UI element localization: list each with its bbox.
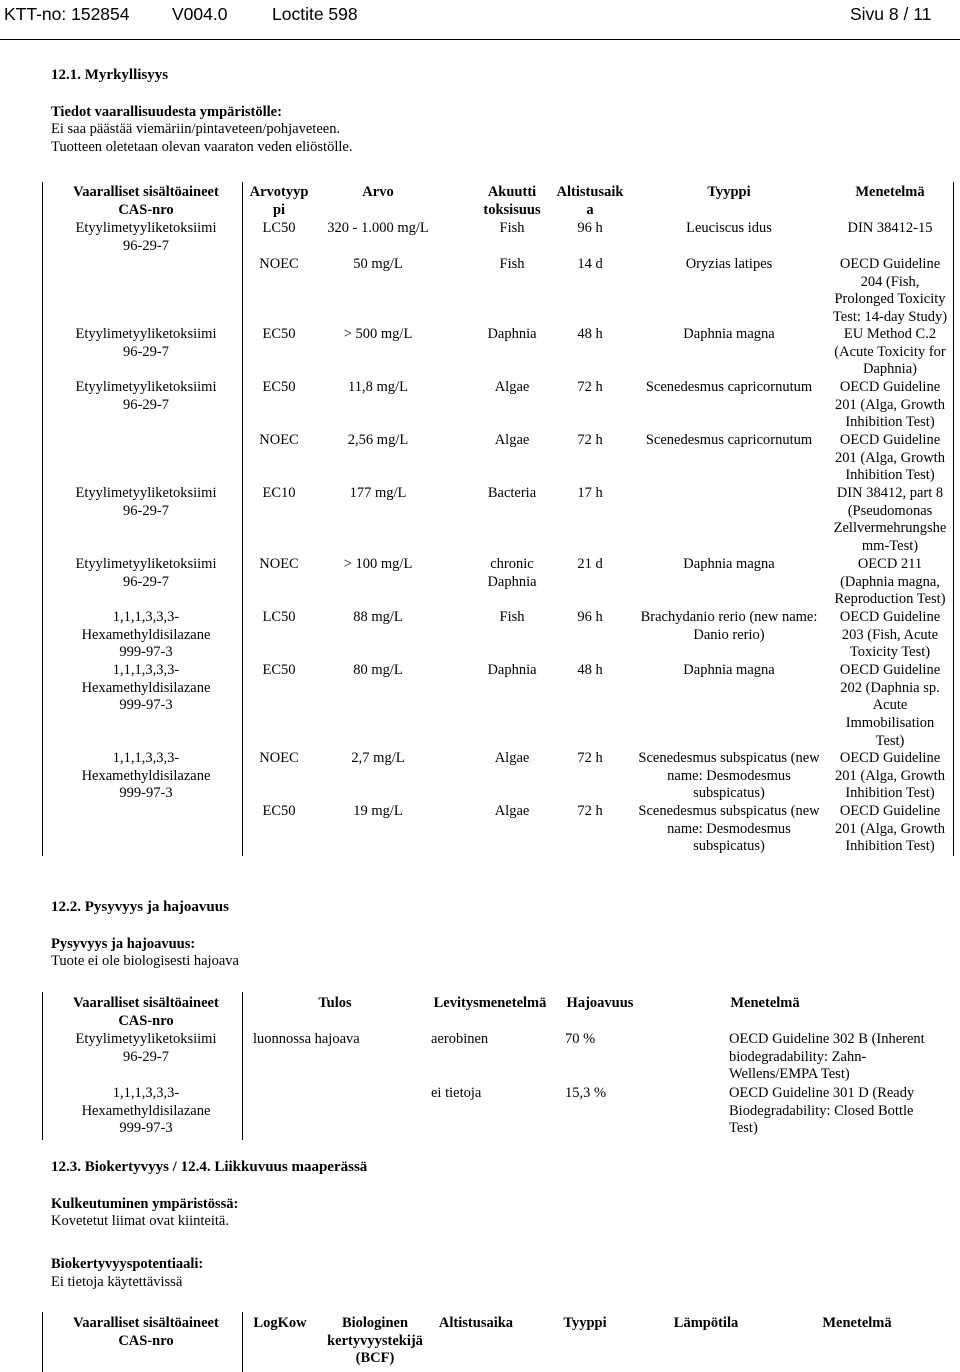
bio-header-substance-line: CAS-nro <box>118 1332 174 1349</box>
tox-method-line: OECD 211 <box>857 556 923 572</box>
deg-header-degradation <box>567 995 634 1013</box>
tox-method <box>835 803 945 856</box>
tox-substance-line: 999-97-3 <box>119 697 173 714</box>
tox-value-type-line: EC10 <box>262 485 296 501</box>
tox-value-type <box>262 609 295 627</box>
tox-species-line: Scenedesmus capricornutum <box>645 432 813 448</box>
tox-value-type-line: NOEC <box>259 556 299 572</box>
deg-degradation <box>565 1085 606 1103</box>
section-12-3-title: 12.3. Biokertyvyys / 12.4. Liikkuvuus maaperässä <box>51 1159 368 1175</box>
deg-header-substance-line: CAS-nro <box>118 1012 174 1029</box>
tox-value <box>348 379 408 397</box>
tox-header-substance <box>73 184 219 219</box>
tox-value-type <box>262 220 295 238</box>
tox-value-line: 320 - 1.000 mg/L <box>327 220 429 236</box>
tox-method <box>840 662 940 751</box>
deg-method-line: OECD Guideline 302 B (Inherent <box>729 1031 925 1047</box>
tox-species-line: Oryzias latipes <box>685 256 773 272</box>
bio-header-substance <box>73 1315 219 1350</box>
deg-method-line: Test) <box>729 1120 758 1137</box>
tox-exposure-line: 48 h <box>577 662 603 678</box>
tox-species <box>683 662 774 680</box>
deg-substance <box>76 1031 217 1066</box>
bio-header-method <box>822 1315 891 1333</box>
tox-value-type <box>262 326 295 344</box>
deg-method-line: Biodegradability: Closed Bottle <box>729 1102 914 1119</box>
tox-value-type-line: EC50 <box>262 326 296 342</box>
tox-exposure-line: 72 h <box>577 803 603 819</box>
tox-value <box>353 609 403 627</box>
tox-header-substance-line: Vaaralliset sisältöaineet <box>73 184 219 200</box>
tox-exposure <box>577 379 602 397</box>
tox-species-line: Danio rerio) <box>693 626 765 643</box>
tox-method <box>834 326 945 379</box>
persistence-line: Tuote ei ole biologisesti hajoava <box>51 953 239 969</box>
tox-substance-line: Etyylimetyyliketoksiimi <box>75 485 217 501</box>
deg-method-line: OECD Guideline 301 D (Ready <box>729 1085 915 1101</box>
table-border <box>42 992 43 1140</box>
tox-substance-line: 96-29-7 <box>123 396 169 413</box>
tox-exposure-line: 72 h <box>577 750 603 766</box>
tox-acute-line: chronic <box>490 556 534 572</box>
tox-substance <box>76 220 217 255</box>
tox-substance <box>76 379 217 414</box>
tox-value-line: 2,56 mg/L <box>347 432 409 448</box>
tox-exposure-line: 14 d <box>577 256 603 272</box>
tox-substance-line: Hexamethyldisilazane <box>81 679 211 696</box>
kkt-number: KTT-no: 152854 <box>4 4 130 24</box>
tox-value <box>353 256 403 274</box>
tox-value-line: > 100 mg/L <box>343 556 413 572</box>
deg-degradation-line: 70 % <box>565 1031 596 1047</box>
transport-subtitle: Kulkeutuminen ympäristössä: <box>51 1196 239 1212</box>
tox-value-type-line: LC50 <box>262 609 296 625</box>
table-border <box>242 1312 243 1372</box>
tox-species <box>686 256 773 274</box>
tox-substance <box>82 609 211 662</box>
deg-substance <box>82 1085 211 1138</box>
bioaccumulation-line: Ei tietoja käytettävissä <box>51 1274 183 1290</box>
tox-substance-line: Hexamethyldisilazane <box>81 767 211 784</box>
tox-method-line: Inhibition Test) <box>845 785 935 802</box>
tox-method-line: OECD Guideline <box>839 662 941 678</box>
tox-method-line: Test) <box>875 732 905 749</box>
tox-header-acute <box>483 184 540 219</box>
tox-method-line: Inhibition Test) <box>845 467 935 484</box>
tox-species-line: subspicatus) <box>693 838 765 855</box>
tox-exposure <box>577 803 602 821</box>
tox-method-line: OECD Guideline <box>839 432 941 448</box>
ecotox-subtitle: Tiedot vaarallisuudesta ympäristölle: <box>51 104 282 120</box>
tox-method-line: OECD Guideline <box>839 256 941 272</box>
tox-substance-line: 96-29-7 <box>123 573 169 590</box>
tox-acute-line: Daphnia <box>487 573 537 590</box>
tox-value-line: 11,8 mg/L <box>348 379 408 395</box>
tox-acute-line: Algae <box>494 750 530 766</box>
tox-exposure-line: 72 h <box>577 379 603 395</box>
bio-header-bcf-line: (BCF) <box>355 1350 395 1367</box>
tox-acute <box>495 750 530 768</box>
deg-method <box>729 1085 914 1138</box>
tox-method-line: 204 (Fish, <box>860 273 920 290</box>
tox-method-line: Immobilisation <box>845 715 935 732</box>
tox-exposure <box>577 485 602 503</box>
tox-header-species <box>707 184 750 202</box>
deg-degradation-line: 15,3 % <box>565 1085 607 1101</box>
tox-header-acute-line: Akuutti <box>487 184 537 200</box>
tox-method-line: (Daphnia magna, <box>840 573 940 590</box>
bio-header-method-line: Menetelmä <box>822 1315 892 1331</box>
bio-header-exposure <box>439 1315 513 1333</box>
tox-acute-line: Fish <box>499 609 525 625</box>
tox-header-value <box>362 184 393 202</box>
tox-acute-line: Algae <box>494 379 530 395</box>
deg-result-line: luonnossa hajoava <box>253 1031 360 1047</box>
tox-method <box>834 485 947 556</box>
tox-value-type <box>259 432 298 450</box>
tox-species <box>646 379 812 397</box>
tox-species-line: Daphnia magna <box>683 662 775 678</box>
tox-substance <box>82 662 211 715</box>
bio-header-species-line: Tyyppi <box>563 1315 607 1331</box>
tox-value-type <box>259 556 298 574</box>
bio-header-logkow <box>253 1315 306 1333</box>
tox-acute <box>487 326 536 344</box>
tox-method <box>833 256 947 327</box>
bio-header-species <box>563 1315 606 1333</box>
tox-substance-line: Hexamethyldisilazane <box>81 626 211 643</box>
tox-header-substance-line: CAS-nro <box>118 201 174 218</box>
tox-value <box>327 220 429 238</box>
deg-header-method-dist <box>434 995 547 1013</box>
tox-value-line: 2,7 mg/L <box>351 750 405 766</box>
deg-header-degradation-line: Hajoavuus <box>566 995 634 1011</box>
tox-acute <box>487 556 536 591</box>
tox-method-line: Inhibition Test) <box>845 414 935 431</box>
tox-substance-line: Etyylimetyyliketoksiimi <box>75 220 217 236</box>
tox-header-exposure-line: a <box>586 201 594 218</box>
tox-species-line: name: Desmodesmus <box>667 767 791 784</box>
deg-substance-line: 999-97-3 <box>119 1120 173 1137</box>
tox-header-value-type <box>250 184 309 219</box>
bioaccumulation-subtitle: Biokertyvyyspotentiaali: <box>51 1256 204 1272</box>
tox-method-line: Inhibition Test) <box>845 838 935 855</box>
tox-acute <box>488 485 536 503</box>
tox-species-line: Scenedesmus capricornutum <box>645 379 813 395</box>
tox-acute <box>500 220 525 238</box>
tox-method-line: OECD Guideline <box>839 803 941 819</box>
tox-substance-line: 999-97-3 <box>119 785 173 802</box>
tox-method-line: (Pseudomonas <box>847 502 933 519</box>
tox-value-line: 50 mg/L <box>353 256 403 272</box>
deg-method-dist <box>431 1031 488 1049</box>
page-number: Sivu 8 / 11 <box>850 4 932 24</box>
tox-method-line: 201 (Alga, Growth <box>835 396 945 413</box>
ecotox-line-1: Ei saa päästää viemäriin/pintaveteen/pohjaveteen. <box>51 121 341 137</box>
tox-exposure-line: 48 h <box>577 326 603 342</box>
tox-method <box>835 750 945 803</box>
tox-method <box>835 432 945 485</box>
tox-acute <box>495 803 530 821</box>
tox-substance-line: 1,1,1,3,3,3- <box>112 662 180 678</box>
tox-value <box>344 326 413 344</box>
tox-header-method <box>855 184 924 202</box>
tox-substance-line: Etyylimetyyliketoksiimi <box>75 556 217 572</box>
tox-species-line: Leuciscus idus <box>686 220 772 236</box>
deg-header-substance-line: Vaaralliset sisältöaineet <box>73 995 219 1011</box>
tox-header-value-type-line: Arvotyyp <box>249 184 309 200</box>
tox-species <box>683 326 774 344</box>
tox-header-method-line: Menetelmä <box>855 184 925 200</box>
tox-value-line: 177 mg/L <box>349 485 407 501</box>
tox-value-type <box>262 485 295 503</box>
tox-value-type <box>259 750 298 768</box>
deg-header-method <box>730 995 799 1013</box>
tox-method-line: (Acute Toxicity for <box>834 343 946 360</box>
tox-species <box>686 220 772 238</box>
tox-header-acute-line: toksisuus <box>483 201 541 218</box>
tox-value-type-line: LC50 <box>262 220 296 236</box>
deg-method-dist-line: aerobinen <box>431 1031 489 1047</box>
page-header <box>0 0 960 40</box>
bio-header-exposure-line: Altistusaika <box>438 1315 514 1331</box>
tox-value-type <box>262 803 295 821</box>
tox-acute <box>495 379 530 397</box>
tox-acute <box>495 432 530 450</box>
deg-substance-line: 96-29-7 <box>123 1048 169 1065</box>
tox-substance <box>82 750 211 803</box>
tox-exposure-line: 96 h <box>577 609 603 625</box>
table-border <box>242 182 243 856</box>
tox-acute-line: Bacteria <box>487 485 537 501</box>
tox-header-value-line: Arvo <box>362 184 394 200</box>
tox-substance-line: Etyylimetyyliketoksiimi <box>75 326 217 342</box>
tox-value-line: 88 mg/L <box>353 609 403 625</box>
tox-exposure <box>577 326 602 344</box>
tox-acute <box>487 662 536 680</box>
tox-exposure <box>577 220 602 238</box>
tox-species <box>683 556 774 574</box>
bio-header-bcf-line: Biologinen <box>341 1315 409 1331</box>
tox-exposure <box>577 662 602 680</box>
tox-header-exposure <box>557 184 624 219</box>
deg-header-substance <box>73 995 219 1030</box>
deg-substance-line: 1,1,1,3,3,3- <box>112 1085 180 1101</box>
tox-method-line: Prolonged Toxicity <box>834 291 946 308</box>
tox-value-type <box>262 379 295 397</box>
tox-species <box>641 609 818 644</box>
tox-substance-line: 96-29-7 <box>123 502 169 519</box>
tox-method-line: OECD Guideline <box>839 750 941 766</box>
tox-substance-line: 1,1,1,3,3,3- <box>112 750 180 766</box>
tox-method-line: 202 (Daphnia sp. <box>840 679 940 696</box>
deg-header-result <box>318 995 351 1013</box>
tox-species <box>646 432 812 450</box>
bio-header-substance-line: Vaaralliset sisältöaineet <box>73 1315 219 1331</box>
deg-method-line: biodegradability: Zahn- <box>729 1048 867 1065</box>
tox-method <box>840 609 940 662</box>
bio-header-logkow-line: LogKow <box>253 1315 307 1331</box>
tox-method-line: 201 (Alga, Growth <box>835 449 945 466</box>
tox-value <box>353 803 403 821</box>
tox-value-type-line: EC50 <box>262 379 296 395</box>
tox-method-line: Zellvermehrungshe <box>833 520 947 537</box>
tox-species-line: Scenedesmus subspicatus (new <box>638 750 820 766</box>
tox-exposure <box>577 750 602 768</box>
bio-header-bcf-line: kertyvyystekijä <box>327 1332 423 1349</box>
tox-acute-line: Algae <box>494 803 530 819</box>
tox-substance-line: 1,1,1,3,3,3- <box>112 609 180 625</box>
ecotox-line-2: Tuotteen oletetaan olevan vaaraton veden eliöstölle. <box>51 139 353 155</box>
header-rule <box>0 39 960 40</box>
tox-exposure <box>577 609 602 627</box>
tox-species-line: Scenedesmus subspicatus (new <box>638 803 820 819</box>
tox-header-value-type-line: pi <box>272 201 286 218</box>
bio-header-temperature-line: Lämpötila <box>673 1315 739 1331</box>
deg-header-method-dist-line: Levitysmenetelmä <box>433 995 547 1011</box>
tox-species <box>638 750 819 803</box>
tox-substance <box>76 326 217 361</box>
tox-substance-line: 999-97-3 <box>119 644 173 661</box>
tox-acute-line: Daphnia <box>487 326 537 342</box>
tox-value-type-line: NOEC <box>259 432 299 448</box>
tox-method <box>848 220 933 238</box>
tox-substance <box>76 556 217 591</box>
tox-value <box>350 485 407 503</box>
tox-acute-line: Algae <box>494 432 530 448</box>
tox-substance <box>76 485 217 520</box>
tox-acute-line: Daphnia <box>487 662 537 678</box>
tox-species-line: subspicatus) <box>693 785 765 802</box>
tox-substance-line: 96-29-7 <box>123 237 169 254</box>
deg-method-dist-line: ei tietoja <box>431 1085 482 1101</box>
tox-acute-line: Fish <box>499 256 525 272</box>
deg-result <box>253 1031 360 1049</box>
tox-method-line: DIN 38412-15 <box>847 220 933 236</box>
tox-method-line: 201 (Alga, Growth <box>835 820 945 837</box>
tox-substance-line: 96-29-7 <box>123 343 169 360</box>
deg-substance-line: Hexamethyldisilazane <box>81 1102 211 1119</box>
tox-value-type-line: NOEC <box>259 750 299 766</box>
deg-method-dist <box>431 1085 481 1103</box>
tox-method-line: Daphnia) <box>863 361 917 378</box>
tox-species-line: name: Desmodesmus <box>667 820 791 837</box>
tox-method-line: mm-Test) <box>861 538 919 555</box>
tox-value <box>344 556 413 574</box>
tox-method-line: OECD Guideline <box>839 379 941 395</box>
tox-species-line: Daphnia magna <box>683 556 775 572</box>
tox-species-line: Daphnia magna <box>683 326 775 342</box>
tox-method-line: OECD Guideline <box>839 609 941 625</box>
deg-method-line: Wellens/EMPA Test) <box>729 1066 850 1083</box>
tox-exposure <box>577 256 602 274</box>
tox-method-line: Toxicity Test) <box>849 644 931 661</box>
section-12-2-title: 12.2. Pysyvyys ja hajoavuus <box>51 899 229 915</box>
tox-value-type <box>259 256 298 274</box>
tox-acute <box>500 256 525 274</box>
table-border <box>242 992 243 1140</box>
tox-method <box>835 379 945 432</box>
tox-value <box>351 750 404 768</box>
section-12-1-title: 12.1. Myrkyllisyys <box>51 67 169 83</box>
tox-exposure-line: 17 h <box>577 485 603 501</box>
tox-method-line: Test: 14-day Study) <box>832 309 948 326</box>
table-border <box>953 182 954 856</box>
tox-method <box>834 556 945 609</box>
deg-method <box>729 1031 925 1084</box>
deg-header-method-line: Menetelmä <box>730 995 800 1011</box>
tox-header-species-line: Tyyppi <box>707 184 751 200</box>
transport-line: Kovetetut liimat ovat kiinteitä. <box>51 1213 229 1229</box>
persistence-subtitle: Pysyvyys ja hajoavuus: <box>51 936 196 952</box>
tox-acute <box>500 609 525 627</box>
tox-method-line: Reproduction Test) <box>834 591 946 608</box>
tox-method-line: 203 (Fish, Acute <box>841 626 939 643</box>
tox-value-line: 19 mg/L <box>353 803 403 819</box>
product-name: Loctite 598 <box>272 4 358 24</box>
tox-exposure-line: 72 h <box>577 432 603 448</box>
tox-value-type-line: NOEC <box>259 256 299 272</box>
tox-method-line: EU Method C.2 <box>843 326 937 342</box>
tox-value <box>353 662 403 680</box>
tox-value-type-line: EC50 <box>262 662 296 678</box>
bio-header-bcf <box>327 1315 423 1368</box>
tox-value-line: > 500 mg/L <box>343 326 413 342</box>
tox-method-line: Acute <box>872 697 908 714</box>
tox-exposure <box>577 432 602 450</box>
deg-degradation <box>565 1031 595 1049</box>
table-border <box>42 182 43 856</box>
tox-exposure <box>577 556 602 574</box>
tox-value <box>348 432 408 450</box>
tox-acute-line: Fish <box>499 220 525 236</box>
version: V004.0 <box>172 4 228 24</box>
tox-value-line: 80 mg/L <box>353 662 403 678</box>
tox-exposure-line: 96 h <box>577 220 603 236</box>
tox-substance-line: Etyylimetyyliketoksiimi <box>75 379 217 395</box>
tox-species-line: Brachydanio rerio (new name: <box>640 609 818 625</box>
tox-value-type <box>262 662 295 680</box>
tox-method-line: 201 (Alga, Growth <box>835 767 945 784</box>
tox-value-type-line: EC50 <box>262 803 296 819</box>
tox-header-exposure-line: Altistusaik <box>556 184 624 200</box>
tox-method-line: DIN 38412, part 8 <box>836 485 944 501</box>
bio-header-temperature <box>674 1315 738 1333</box>
deg-substance-line: Etyylimetyyliketoksiimi <box>75 1031 217 1047</box>
tox-exposure-line: 21 d <box>577 556 603 572</box>
tox-species <box>638 803 819 856</box>
deg-header-result-line: Tulos <box>318 995 352 1011</box>
table-border <box>42 1312 43 1372</box>
